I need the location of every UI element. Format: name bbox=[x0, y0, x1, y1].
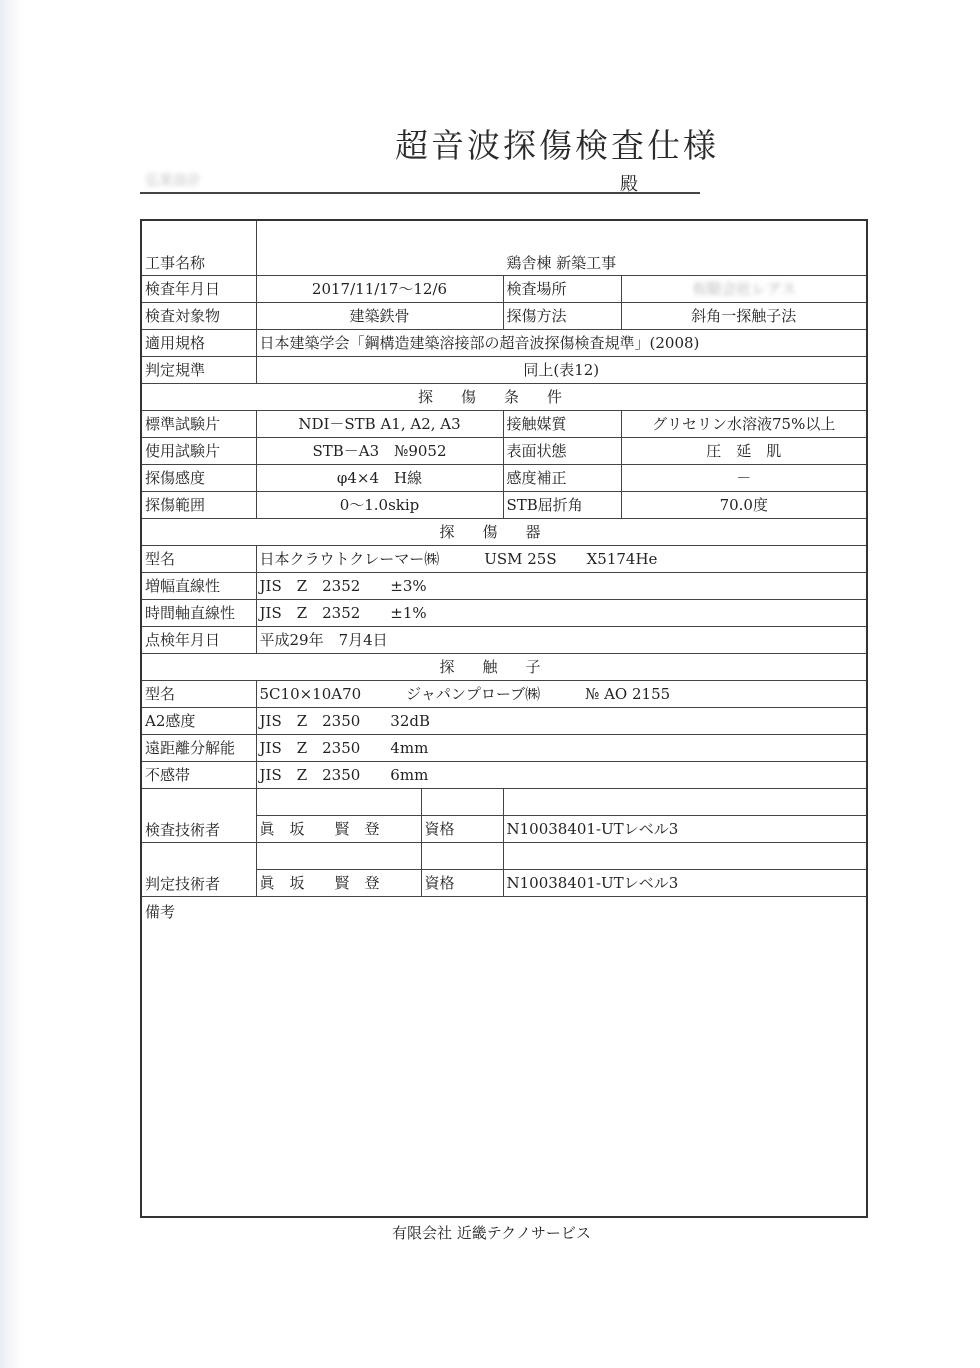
document-title: 超音波探傷検査仕様 bbox=[395, 126, 719, 165]
qualification-label: 資格 bbox=[421, 815, 503, 842]
condition-value: － bbox=[621, 464, 867, 491]
instrument-value: 日本クラウトクレーマー㈱ USM 25S X5174He bbox=[256, 545, 867, 572]
standard-label: 適用規格 bbox=[141, 329, 256, 356]
table-row bbox=[141, 437, 867, 464]
probe-label: 不感帯 bbox=[141, 761, 256, 788]
company-footer: 有限会社 近畿テクノサービス bbox=[392, 1224, 591, 1242]
section-header-row bbox=[141, 653, 867, 680]
table-row bbox=[141, 707, 867, 734]
condition-value: 0～1.0skip bbox=[256, 491, 503, 518]
instrument-label: 型名 bbox=[141, 545, 256, 572]
table-row bbox=[141, 356, 867, 383]
section-header-row bbox=[141, 518, 867, 545]
method-value: 斜角一探触子法 bbox=[621, 302, 867, 329]
instrument-value: JIS Z 2352 ±3% bbox=[256, 572, 867, 599]
condition-value: 70.0度 bbox=[621, 491, 867, 518]
condition-value: グリセリン水溶液75%以上 bbox=[621, 410, 867, 437]
condition-value: 圧 延 肌 bbox=[621, 437, 867, 464]
table-row bbox=[141, 329, 867, 356]
probe-value: JIS Z 2350 6mm bbox=[256, 761, 867, 788]
honorific: 殿 bbox=[620, 174, 638, 195]
condition-label: 感度補正 bbox=[503, 464, 621, 491]
condition-value: φ4×4 H線 bbox=[256, 464, 503, 491]
technician-role: 判定技術者 bbox=[141, 842, 256, 896]
table-row bbox=[141, 464, 867, 491]
method-label: 探傷方法 bbox=[503, 302, 621, 329]
condition-label: 探傷範囲 bbox=[141, 491, 256, 518]
table-row bbox=[141, 491, 867, 518]
date-value: 2017/11/17～12/6 bbox=[256, 275, 503, 302]
table-row bbox=[141, 626, 867, 653]
date-label: 検査年月日 bbox=[141, 275, 256, 302]
table-row bbox=[141, 599, 867, 626]
remarks-row bbox=[141, 896, 867, 1217]
table-row bbox=[141, 680, 867, 707]
addressee-underline bbox=[140, 192, 700, 194]
project-value: 鶏舎棟 新築工事 bbox=[256, 220, 867, 275]
remarks-label: 備考 bbox=[141, 896, 867, 1217]
probe-label: 遠距離分解能 bbox=[141, 734, 256, 761]
probe-header: 探触子 bbox=[141, 653, 867, 680]
table-row bbox=[141, 410, 867, 437]
condition-label: 接触媒質 bbox=[503, 410, 621, 437]
object-value: 建築鉄骨 bbox=[256, 302, 503, 329]
probe-value: 5C10×10A70 ジャパンプローブ㈱ № AO 2155 bbox=[256, 680, 867, 707]
project-label: 工事名称 bbox=[141, 220, 256, 275]
table-row bbox=[141, 788, 867, 815]
criteria-label: 判定規準 bbox=[141, 356, 256, 383]
condition-value: STB－A3 №9052 bbox=[256, 437, 503, 464]
qualification-label: 資格 bbox=[421, 869, 503, 896]
table-row bbox=[141, 761, 867, 788]
object-label: 検査対象物 bbox=[141, 302, 256, 329]
table-row bbox=[141, 302, 867, 329]
probe-label: 型名 bbox=[141, 680, 256, 707]
instrument-label: 時間軸直線性 bbox=[141, 599, 256, 626]
condition-label: 標準試験片 bbox=[141, 410, 256, 437]
table-row bbox=[141, 842, 867, 869]
probe-value: JIS Z 2350 4mm bbox=[256, 734, 867, 761]
technician-role: 検査技術者 bbox=[141, 788, 256, 842]
condition-label: STB屈折角 bbox=[503, 491, 621, 518]
section-header-row bbox=[141, 383, 867, 410]
table-row bbox=[141, 220, 867, 275]
technician-name: 眞 坂 賢 登 bbox=[256, 815, 421, 842]
probe-label: A2感度 bbox=[141, 707, 256, 734]
conditions-header: 探傷条件 bbox=[141, 383, 867, 410]
table-row bbox=[141, 572, 867, 599]
condition-value: NDI－STB A1, A2, A3 bbox=[256, 410, 503, 437]
scan-edge-shadow bbox=[0, 0, 22, 1368]
qualification-value: N10038401-UTレベル3 bbox=[503, 869, 867, 896]
inspection-spec-table bbox=[140, 219, 868, 1218]
table-row bbox=[141, 545, 867, 572]
condition-label: 探傷感度 bbox=[141, 464, 256, 491]
probe-value: JIS Z 2350 32dB bbox=[256, 707, 867, 734]
condition-label: 表面状態 bbox=[503, 437, 621, 464]
table-row bbox=[141, 734, 867, 761]
instrument-label: 点検年月日 bbox=[141, 626, 256, 653]
condition-label: 使用試験片 bbox=[141, 437, 256, 464]
place-value: 有限会社レアス bbox=[691, 280, 796, 298]
criteria-value: 同上(表12) bbox=[256, 356, 867, 383]
technician-name: 眞 坂 賢 登 bbox=[256, 869, 421, 896]
standard-value: 日本建築学会「鋼構造建築溶接部の超音波探傷検査規準」(2008) bbox=[256, 329, 867, 356]
qualification-value: N10038401-UTレベル3 bbox=[503, 815, 867, 842]
instrument-value: 平成29年 7月4日 bbox=[256, 626, 867, 653]
place-label: 検査場所 bbox=[503, 275, 621, 302]
instrument-header: 探傷器 bbox=[141, 518, 867, 545]
instrument-value: JIS Z 2352 ±1% bbox=[256, 599, 867, 626]
table-row bbox=[141, 275, 867, 302]
addressee: 弘果設計 bbox=[145, 173, 201, 189]
instrument-label: 増幅直線性 bbox=[141, 572, 256, 599]
